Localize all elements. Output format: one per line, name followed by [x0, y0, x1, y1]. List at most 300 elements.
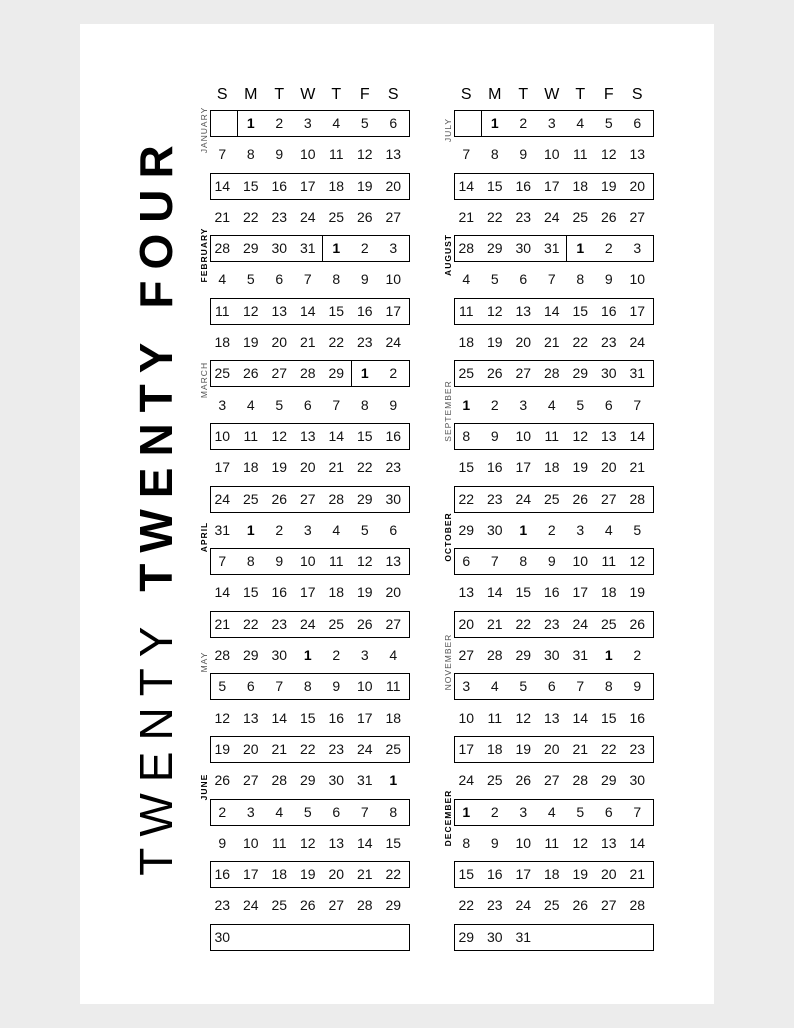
day-cell: 5 [576, 396, 585, 413]
day-cell: 14 [543, 302, 560, 319]
day-cell: 29 [458, 521, 475, 538]
day-cell: 10 [629, 271, 646, 288]
day-cell: 15 [356, 427, 373, 444]
day-cell: 23 [543, 615, 560, 632]
day-cell: 23 [328, 740, 345, 757]
day-cell: 4 [547, 396, 556, 413]
day-cell: 31 [515, 928, 532, 945]
day-cell: 16 [328, 709, 345, 726]
day-cell: 10 [299, 146, 316, 163]
day-cell: 31 [299, 240, 316, 257]
weekday-label: W [300, 86, 316, 103]
day-cell: 22 [242, 615, 259, 632]
day-cell: 8 [462, 834, 471, 851]
weekday-label: M [488, 86, 502, 103]
day-cell: 30 [600, 365, 617, 382]
week-row [452, 452, 658, 483]
day-cell: 29 [242, 647, 259, 664]
day-cell: 5 [360, 115, 369, 131]
day-cell: 5 [360, 521, 369, 538]
week-row [208, 577, 414, 608]
day-cell: 24 [543, 208, 560, 225]
day-cell: 21 [328, 459, 345, 476]
day-cell: 2 [275, 115, 284, 131]
day-cell: 25 [271, 897, 288, 914]
day-cell: 26 [600, 208, 617, 225]
day-cell: 20 [629, 177, 646, 194]
day-cell: 9 [633, 678, 642, 695]
week-row [452, 327, 658, 358]
day-cell: 9 [218, 834, 227, 851]
calendar-column-jul-dec [443, 86, 658, 953]
month-divider [481, 110, 482, 137]
day-cell: 1 [490, 115, 499, 131]
day-cell: 9 [519, 146, 528, 163]
day-cell: 25 [214, 365, 231, 382]
day-cell: 12 [356, 146, 373, 163]
day-cell: 5 [275, 396, 284, 413]
day-cell: 21 [271, 740, 288, 757]
day-cell: 26 [242, 365, 259, 382]
day-cell: 2 [218, 803, 227, 820]
day-cell: 19 [242, 334, 259, 351]
day-cell: 10 [572, 553, 589, 570]
week-row [208, 171, 414, 202]
day-cell: 21 [486, 615, 503, 632]
day-cell: 21 [458, 208, 475, 225]
week-row [208, 671, 414, 702]
week-row [452, 296, 658, 327]
day-cell: 11 [328, 146, 344, 163]
day-cell: 16 [629, 709, 646, 726]
day-cell: 24 [572, 615, 589, 632]
day-cell: 23 [486, 490, 503, 507]
day-cell: 2 [490, 803, 499, 820]
day-cell: 11 [271, 834, 287, 851]
week-row [452, 609, 658, 640]
day-cell: 27 [299, 490, 316, 507]
week-row [452, 922, 658, 953]
day-cell: 20 [385, 584, 402, 601]
day-cell: 14 [458, 177, 475, 194]
day-cell: 1 [389, 772, 398, 789]
day-cell: 7 [360, 803, 369, 820]
weekday-label: S [216, 86, 228, 103]
week-row [452, 139, 658, 170]
day-cell: 8 [604, 678, 613, 695]
day-cell: 21 [629, 866, 646, 883]
week-row [452, 390, 658, 421]
day-cell: 26 [271, 490, 288, 507]
month-divider [322, 235, 323, 262]
day-cell: 13 [328, 834, 345, 851]
day-cell: 11 [572, 146, 588, 163]
day-cell: 12 [600, 146, 617, 163]
day-cell: 27 [385, 615, 402, 632]
day-cell: 4 [246, 396, 255, 413]
day-cell: 13 [385, 146, 402, 163]
day-cell: 28 [299, 365, 316, 382]
week-row [452, 890, 658, 921]
week-row [452, 546, 658, 577]
day-cell: 6 [303, 396, 312, 413]
day-cell: 8 [519, 553, 528, 570]
day-cell: 12 [486, 302, 503, 319]
day-cell: 13 [458, 584, 475, 601]
day-cell: 18 [328, 177, 345, 194]
day-cell: 28 [486, 647, 503, 664]
year-title-bold: TWENTY FOUR [130, 134, 182, 592]
week-row [452, 765, 658, 796]
day-cell: 27 [543, 772, 560, 789]
day-cell: 18 [600, 584, 617, 601]
day-cell: 22 [458, 897, 475, 914]
day-cell: 6 [519, 271, 528, 288]
day-cell: 23 [356, 334, 373, 351]
day-cell: 22 [600, 740, 617, 757]
week-row [452, 859, 658, 890]
day-cell: 17 [629, 302, 646, 319]
day-cell: 18 [572, 177, 589, 194]
day-cell: 6 [604, 396, 613, 413]
week-row [208, 108, 414, 139]
day-cell: 11 [328, 553, 344, 570]
week-row [208, 390, 414, 421]
day-cell: 22 [242, 208, 259, 225]
day-cell: 5 [218, 678, 227, 695]
day-cell: 18 [328, 584, 345, 601]
day-cell: 15 [600, 709, 617, 726]
week-row [208, 452, 414, 483]
day-cell: 19 [629, 584, 646, 601]
day-cell: 6 [547, 678, 556, 695]
weekday-label: T [518, 86, 529, 103]
day-cell: 6 [462, 553, 471, 570]
day-cell: 24 [356, 740, 373, 757]
day-cell: 7 [332, 396, 341, 413]
day-cell: 2 [547, 521, 556, 538]
day-cell: 17 [515, 459, 532, 476]
month-label-december: DECEMBER [443, 789, 453, 847]
day-cell: 21 [214, 615, 231, 632]
day-cell: 14 [214, 177, 231, 194]
day-cell: 16 [515, 177, 532, 194]
day-cell: 25 [328, 208, 345, 225]
week-row [452, 515, 658, 546]
day-cell: 2 [389, 365, 398, 382]
day-cell: 24 [385, 334, 402, 351]
day-cell: 21 [543, 334, 560, 351]
day-cell: 14 [328, 427, 345, 444]
day-cell: 30 [515, 240, 532, 257]
day-cell: 10 [299, 553, 316, 570]
year-title [130, 134, 182, 876]
day-cell: 3 [389, 240, 398, 257]
month-label-november: NOVEMBER [443, 633, 453, 691]
day-cell: 12 [572, 427, 589, 444]
day-cell: 22 [486, 208, 503, 225]
day-cell: 23 [214, 897, 231, 914]
day-cell: 3 [462, 678, 471, 695]
day-cell: 22 [458, 490, 475, 507]
week-row [208, 484, 414, 515]
day-cell: 10 [214, 427, 231, 444]
day-cell: 8 [490, 146, 499, 163]
month-divider [237, 110, 238, 137]
day-cell: 30 [486, 928, 503, 945]
day-cell: 27 [629, 208, 646, 225]
month-label-july: JULY [443, 117, 453, 142]
day-cell: 24 [515, 490, 532, 507]
day-cell: 26 [515, 772, 532, 789]
week-row [208, 296, 414, 327]
day-cell: 17 [356, 709, 373, 726]
day-cell: 21 [572, 740, 589, 757]
day-cell: 11 [601, 553, 617, 570]
day-cell: 3 [576, 521, 585, 538]
day-cell: 12 [271, 427, 288, 444]
day-cell: 4 [462, 271, 471, 288]
month-label-october: OCTOBER [443, 511, 453, 562]
day-cell: 4 [576, 115, 585, 131]
day-cell: 26 [356, 615, 373, 632]
day-cell: 28 [543, 365, 560, 382]
day-cell: 5 [576, 803, 585, 820]
day-cell: 3 [519, 396, 528, 413]
day-cell: 23 [385, 459, 402, 476]
day-cell: 22 [385, 866, 402, 883]
day-cell: 4 [604, 521, 613, 538]
weekday-label: M [244, 86, 258, 103]
day-cell: 24 [242, 897, 259, 914]
day-cell: 28 [271, 772, 288, 789]
day-cell: 7 [576, 678, 585, 695]
day-cell: 6 [332, 803, 341, 820]
month-label-august: AUGUST [443, 233, 453, 276]
day-cell: 23 [515, 208, 532, 225]
day-cell: 13 [271, 302, 288, 319]
day-cell: 25 [600, 615, 617, 632]
day-cell: 15 [458, 866, 475, 883]
day-cell: 24 [515, 897, 532, 914]
day-cell: 2 [490, 396, 499, 413]
day-cell: 8 [389, 803, 398, 820]
day-cell: 15 [486, 177, 503, 194]
day-cell: 18 [385, 709, 402, 726]
day-cell: 15 [572, 302, 589, 319]
day-cell: 14 [214, 584, 231, 601]
day-cell: 11 [544, 427, 560, 444]
day-cell: 15 [242, 177, 259, 194]
week-row [208, 922, 414, 953]
week-row [208, 609, 414, 640]
week-row [208, 859, 414, 890]
day-cell: 3 [360, 647, 369, 664]
day-cell: 1 [332, 240, 341, 257]
day-cell: 5 [519, 678, 528, 695]
day-cell: 26 [572, 897, 589, 914]
day-cell: 5 [633, 521, 642, 538]
day-cell: 10 [543, 146, 560, 163]
weekday-label: S [460, 86, 472, 103]
day-cell: 26 [486, 365, 503, 382]
weekday-label: W [544, 86, 560, 103]
weekday-label: F [603, 86, 614, 103]
day-cell: 18 [543, 866, 560, 883]
day-cell: 15 [328, 302, 345, 319]
week-row [452, 358, 658, 389]
day-cell: 15 [242, 584, 259, 601]
day-cell: 13 [543, 709, 560, 726]
day-cell: 17 [299, 584, 316, 601]
day-cell: 16 [600, 302, 617, 319]
day-cell: 7 [218, 553, 227, 570]
day-cell: 13 [242, 709, 259, 726]
week-row [208, 421, 414, 452]
day-cell: 18 [242, 459, 259, 476]
day-cell: 8 [576, 271, 585, 288]
day-cell: 11 [385, 678, 401, 695]
day-cell: 19 [299, 866, 316, 883]
day-cell: 5 [490, 271, 499, 288]
month-label-april: APRIL [199, 521, 209, 552]
weekday-label: F [359, 86, 370, 103]
weekday-label: T [274, 86, 285, 103]
day-cell: 9 [275, 146, 284, 163]
week-row [452, 421, 658, 452]
day-cell: 25 [458, 365, 475, 382]
day-cell: 31 [214, 521, 231, 538]
day-cell: 27 [515, 365, 532, 382]
month-label-february: FEBRUARY [199, 227, 209, 283]
day-cell: 16 [486, 866, 503, 883]
day-cell: 19 [271, 459, 288, 476]
day-cell: 4 [332, 115, 341, 131]
day-cell: 28 [214, 647, 231, 664]
day-cell: 6 [604, 803, 613, 820]
day-cell: 8 [360, 396, 369, 413]
day-cell: 13 [299, 427, 316, 444]
day-cell: 11 [243, 427, 259, 444]
day-cell: 25 [486, 772, 503, 789]
day-cell: 2 [604, 240, 613, 257]
week-row [452, 671, 658, 702]
day-cell: 9 [490, 427, 499, 444]
week-row [208, 546, 414, 577]
day-cell: 30 [629, 772, 646, 789]
day-cell: 9 [547, 553, 556, 570]
day-cell: 27 [385, 208, 402, 225]
day-cell: 6 [389, 115, 398, 131]
day-cell: 3 [519, 803, 528, 820]
day-cell: 20 [515, 334, 532, 351]
day-cell: 15 [385, 834, 402, 851]
day-cell: 20 [242, 740, 259, 757]
week-row [208, 828, 414, 859]
day-cell: 12 [356, 553, 373, 570]
day-cell: 7 [547, 271, 556, 288]
day-cell: 3 [303, 115, 312, 131]
week-row [208, 515, 414, 546]
day-cell: 31 [629, 365, 646, 382]
week-row [208, 703, 414, 734]
day-cell: 16 [385, 427, 402, 444]
day-cell: 20 [600, 459, 617, 476]
day-cell: 12 [572, 834, 589, 851]
day-cell: 22 [328, 334, 345, 351]
day-cell: 1 [462, 396, 471, 413]
day-cell: 8 [303, 678, 312, 695]
month-label-january: JANUARY [199, 106, 209, 153]
day-cell: 27 [242, 772, 259, 789]
day-cell: 14 [271, 709, 288, 726]
day-cell: 12 [629, 553, 646, 570]
week-row [208, 202, 414, 233]
day-cell: 26 [299, 897, 316, 914]
day-cell: 29 [299, 772, 316, 789]
month-label-september: SEPTEMBER [443, 380, 453, 443]
week-row [452, 640, 658, 671]
day-cell: 26 [356, 208, 373, 225]
day-cell: 25 [543, 897, 560, 914]
day-cell: 18 [214, 334, 231, 351]
day-cell: 23 [271, 615, 288, 632]
day-cell: 14 [629, 834, 646, 851]
day-cell: 22 [572, 334, 589, 351]
day-cell: 19 [356, 584, 373, 601]
day-cell: 4 [490, 678, 499, 695]
day-cell: 6 [633, 115, 642, 131]
month-label-march: MARCH [199, 361, 209, 399]
week-row [452, 171, 658, 202]
day-cell: 28 [328, 490, 345, 507]
day-cell: 27 [271, 365, 288, 382]
day-cell: 18 [458, 334, 475, 351]
day-cell: 19 [356, 177, 373, 194]
day-cell: 7 [462, 146, 471, 163]
day-cell: 4 [547, 803, 556, 820]
day-cell: 3 [303, 521, 312, 538]
day-cell: 13 [600, 427, 617, 444]
week-row [208, 264, 414, 295]
week-row [208, 327, 414, 358]
day-cell: 23 [271, 208, 288, 225]
day-cell: 4 [332, 521, 341, 538]
day-cell: 29 [515, 647, 532, 664]
day-cell: 12 [299, 834, 316, 851]
day-cell: 7 [633, 803, 642, 820]
day-cell: 16 [271, 177, 288, 194]
day-cell: 11 [214, 302, 230, 319]
week-row [208, 139, 414, 170]
day-cell: 10 [385, 271, 402, 288]
day-cell: 4 [218, 271, 227, 288]
day-cell: 7 [218, 146, 227, 163]
day-cell: 9 [360, 271, 369, 288]
day-cell: 15 [458, 459, 475, 476]
week-row [452, 484, 658, 515]
weekday-header [208, 86, 414, 108]
day-cell: 28 [458, 240, 475, 257]
day-cell: 23 [600, 334, 617, 351]
day-cell: 1 [246, 521, 255, 538]
day-cell: 15 [515, 584, 532, 601]
day-cell: 24 [629, 334, 646, 351]
day-cell: 25 [328, 615, 345, 632]
weekday-label: T [331, 86, 342, 103]
day-cell: 17 [572, 584, 589, 601]
day-cell: 14 [629, 427, 646, 444]
